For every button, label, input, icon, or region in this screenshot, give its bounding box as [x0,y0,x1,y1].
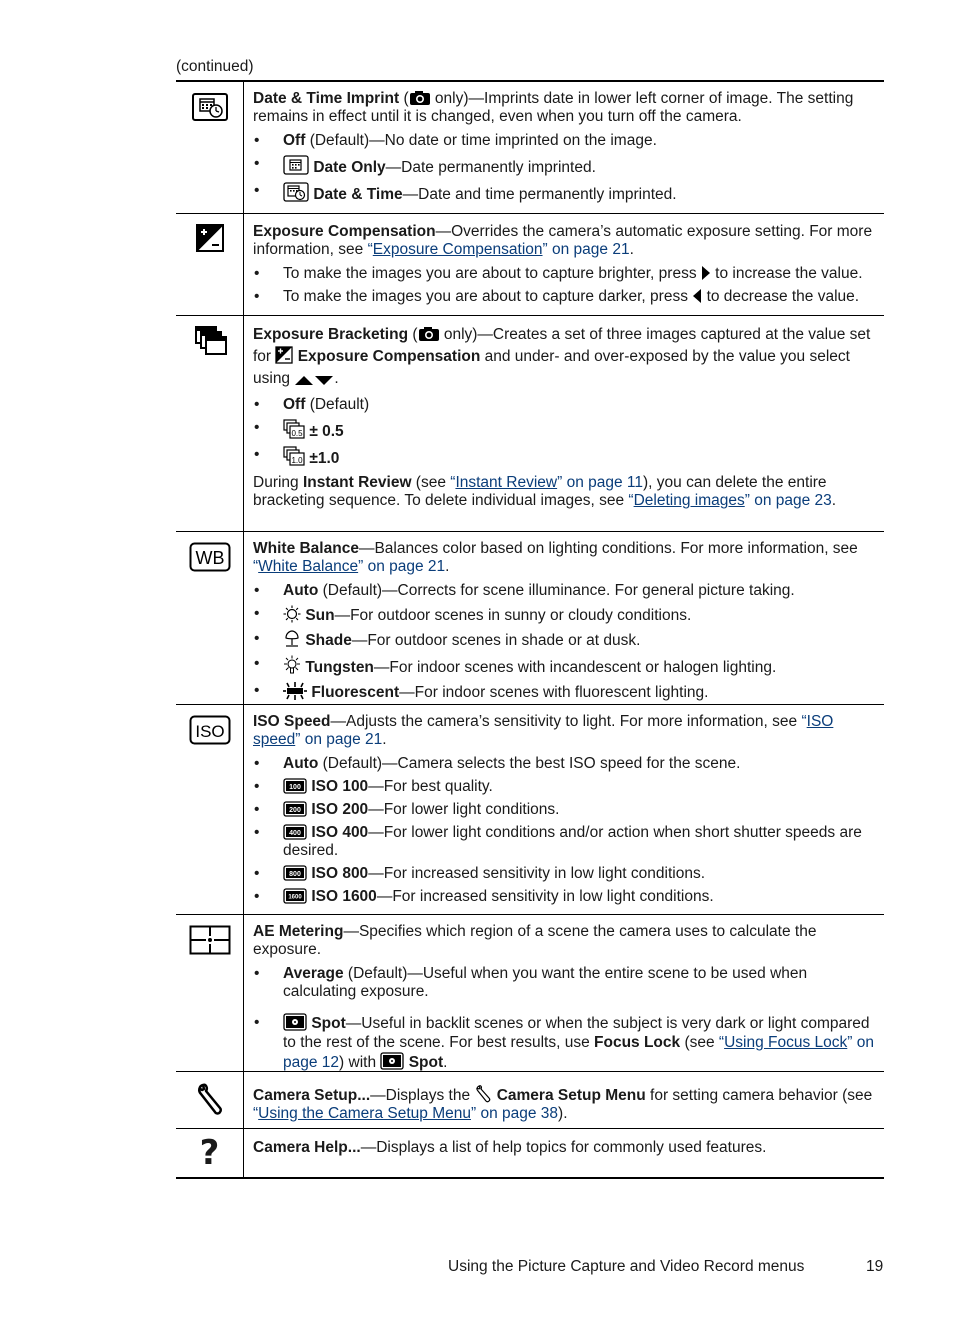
exposure-compensation-link[interactable]: “Exposure Compensation” on page 21 [367,241,630,258]
table-row: Exposure Bracketing ( only)—Creates a set of three images captured at the value set for Exposure Compensation and under- and over-exposed by the value you select using . • Off (Default) • 0.5 ± 0.5 • 1.0 ±1.0 During Instant Review (see “Instant Review” on page 11), you can delete the entire bracketing sequence. To delete individual images, see “Deleting images” on page 23. [176,316,884,532]
iso-400-icon [283,824,307,840]
svg-text:ISO: ISO [194,722,225,741]
shade-icon [283,630,301,648]
options-list [253,132,876,204]
svg-text:100: • 100 [289,784,301,791]
iso-speed-link[interactable]: “ISO speed” on page 21 [253,713,834,748]
spot-icon [283,1013,307,1031]
camera-icon [409,90,431,106]
setting-title: AE Metering [253,923,344,940]
list-item: • Off (Default)—No date or time imprinted on the image. [253,132,876,150]
exposure-compensation-icon [191,224,229,254]
svg-text:0.5: • 0.5 [291,429,303,438]
table-row: ISO ISO Speed—Adjusts the camera’s sensitivity to light. For more information, see “ISO speed” on page 21. • Auto (Default)—Camera selects the best ISO speed for the scene. • 100 ISO 100—For best quality. • 200 ISO 200—For lower light conditions. • 400 ISO 400—For lower light conditions and/or action when short shutter speeds are desired. • 800 ISO 800—For increased sensitivity in low light conditions. • 1600 ISO 1600—For increased sensitivity in low light conditions. [176,705,884,915]
list-item: • Fluorescent—For indoor scenes with fluorescent lighting. [253,682,876,702]
list-item: • 1600 ISO 1600—For increased sensitivity in low light conditions. [253,888,876,906]
options-list [253,396,876,468]
svg-text:200: • 200 [289,807,301,814]
white-balance-link[interactable]: “White Balance” on page 21 [253,558,446,575]
iso-200-icon [283,801,307,817]
table-row: WB White Balance—Balances color based on lighting conditions. For more information, see “White Balance” on page 21. • Auto (Default)—Corrects for scene illuminance. For general picture taking. • Sun—For outdoor scenes in sunny or cloudy conditions. • Shade—For outdoor scenes in shade or at dusk. • Tungsten—For indoor scenes with incandescent or halogen lighting. • Fluorescent—For indoor scenes with fluorescent lighting. [176,532,884,705]
page-number: 19 [866,1258,884,1275]
table-row: Camera Setup...—Displays the Camera Setup Menu for setting camera behavior (see “Using the Camera Setup Menu” on page 38). [176,1072,884,1129]
setting-title: ISO Speed [253,713,331,730]
list-item: • Average (Default)—Useful when you want the entire scene to be used when calculating exposure. [253,965,876,1001]
instant-review-link[interactable]: “Instant Review” on page 11 [450,474,644,491]
list-item: • Tungsten—For indoor scenes with incandescent or halogen lighting. [253,655,876,677]
iso-1600-icon [283,888,307,904]
setting-title: Camera Setup... [253,1087,371,1104]
svg-text:WB: WB [195,548,224,568]
svg-text:1600: • 1600 [288,894,302,901]
setting-title: White Balance [253,540,359,557]
svg-text:400: • 400 [289,830,301,837]
list-item: • 1.0 ±1.0 [253,446,876,468]
list-item: • 100 ISO 100—For best quality. [253,778,876,796]
list-item: • Date & Time—Date and time permanently imprinted. [253,182,876,204]
options-list [253,965,876,1072]
ae-metering-icon [189,925,231,955]
list-item: • 800 ISO 800—For increased sensitivity in low light conditions. [253,865,876,883]
setting-title: Exposure Compensation [253,223,436,240]
using-focus-lock-link[interactable]: “Using Focus Lock” on page 12 [283,1034,875,1071]
bracket-1-0-icon [283,446,305,466]
list-item: • Spot—Useful in backlit scenes or when the subject is very dark or light compared to the rest of the scene. For best results, use Focus Lock (see “Using Focus Lock” on page 12) with Spot. [253,1013,876,1072]
iso-800-icon [283,865,307,881]
list-item: • Off (Default) [253,396,876,414]
table-row: Exposure Compensation—Overrides the camera’s automatic exposure setting. For more information, see “Exposure Compensation” on page 21. • To make the images you are about to capture brighter, press to increase the value. • To make the images you are about to capture darker, press to decrease the value. [176,214,884,316]
list-item: • To make the images you are about to capture darker, press to decrease the value. [253,288,876,306]
setting-title: Exposure Bracketing [253,326,409,343]
list-item: • Auto (Default)—Corrects for scene illuminance. For general picture taking. [253,582,876,600]
wrench-icon [191,1082,229,1116]
left-arrow-icon [692,288,702,304]
options-list [253,755,876,906]
svg-text:800: • 800 [289,871,301,878]
list-item: • 0.5 ± 0.5 [253,419,876,441]
tungsten-icon [283,655,301,675]
fluorescent-icon [283,682,307,700]
date-time-imprint-icon [191,92,229,122]
continued-label: (continued) [176,58,254,75]
sun-icon [283,605,301,623]
list-item: • 200 ISO 200—For lower light conditions. [253,801,876,819]
list-item: • Auto (Default)—Camera selects the best ISO speed for the scene. [253,755,876,773]
camera-icon [418,326,440,342]
table-row: AE Metering—Specifies which region of a scene the camera uses to calculate the exposure. • Average (Default)—Useful when you want the entire scene to be used when calculating exposure. • Spot—Useful in backlit scenes or when the subject is very dark or light compared to the rest of the scene. For best results, use Focus Lock (see “Using Focus Lock” on page 12) with Spot. [176,915,884,1072]
list-item: • To make the images you are about to capture brighter, press to increase the value. [253,265,876,283]
date-only-icon [283,155,309,175]
options-list [253,265,876,306]
table-row: ? Camera Help...—Displays a list of help topics for commonly used features. [176,1129,884,1177]
options-list [253,582,876,702]
list-item: • Shade—For outdoor scenes in shade or at dusk. [253,630,876,650]
svg-text:1.0: • 1.0 [291,456,303,465]
settings-table [176,80,884,1179]
up-down-arrows-icon [294,374,334,386]
help-icon: ? [199,1133,220,1173]
list-item: • Sun—For outdoor scenes in sunny or cloudy conditions. [253,605,876,625]
white-balance-icon [189,542,231,572]
list-item: • 400 ISO 400—For lower light conditions and/or action when short shutter speeds are desired. [253,824,876,860]
right-arrow-icon [701,265,711,281]
table-row: Date & Time Imprint ( only)—Imprints date in lower left corner of image. The setting remains in effect until it is changed, even when you turn off the camera. • Off (Default)—No date or time imprinted on the image. • Date Only—Date permanently imprinted. • Date & Time—Date and time permanently imprinted. [176,82,884,214]
setting-title: Camera Help... [253,1139,361,1156]
list-item: • Date Only—Date permanently imprinted. [253,155,876,177]
setting-title: Date & Time Imprint [253,90,400,107]
iso-speed-icon [189,715,231,745]
iso-100-icon [283,778,307,794]
bracket-0-5-icon [283,419,305,439]
date-time-icon [283,182,309,202]
footer-section-title: Using the Picture Capture and Video Record menus [448,1258,805,1275]
deleting-images-link[interactable]: “Deleting images” on page 23 [628,492,832,509]
exposure-bracketing-icon [191,326,229,356]
exposure-compensation-icon [275,346,293,364]
spot-icon [380,1052,404,1070]
wrench-icon [474,1085,492,1103]
camera-setup-menu-link[interactable]: “Using the Camera Setup Menu” on page 38 [253,1105,559,1122]
